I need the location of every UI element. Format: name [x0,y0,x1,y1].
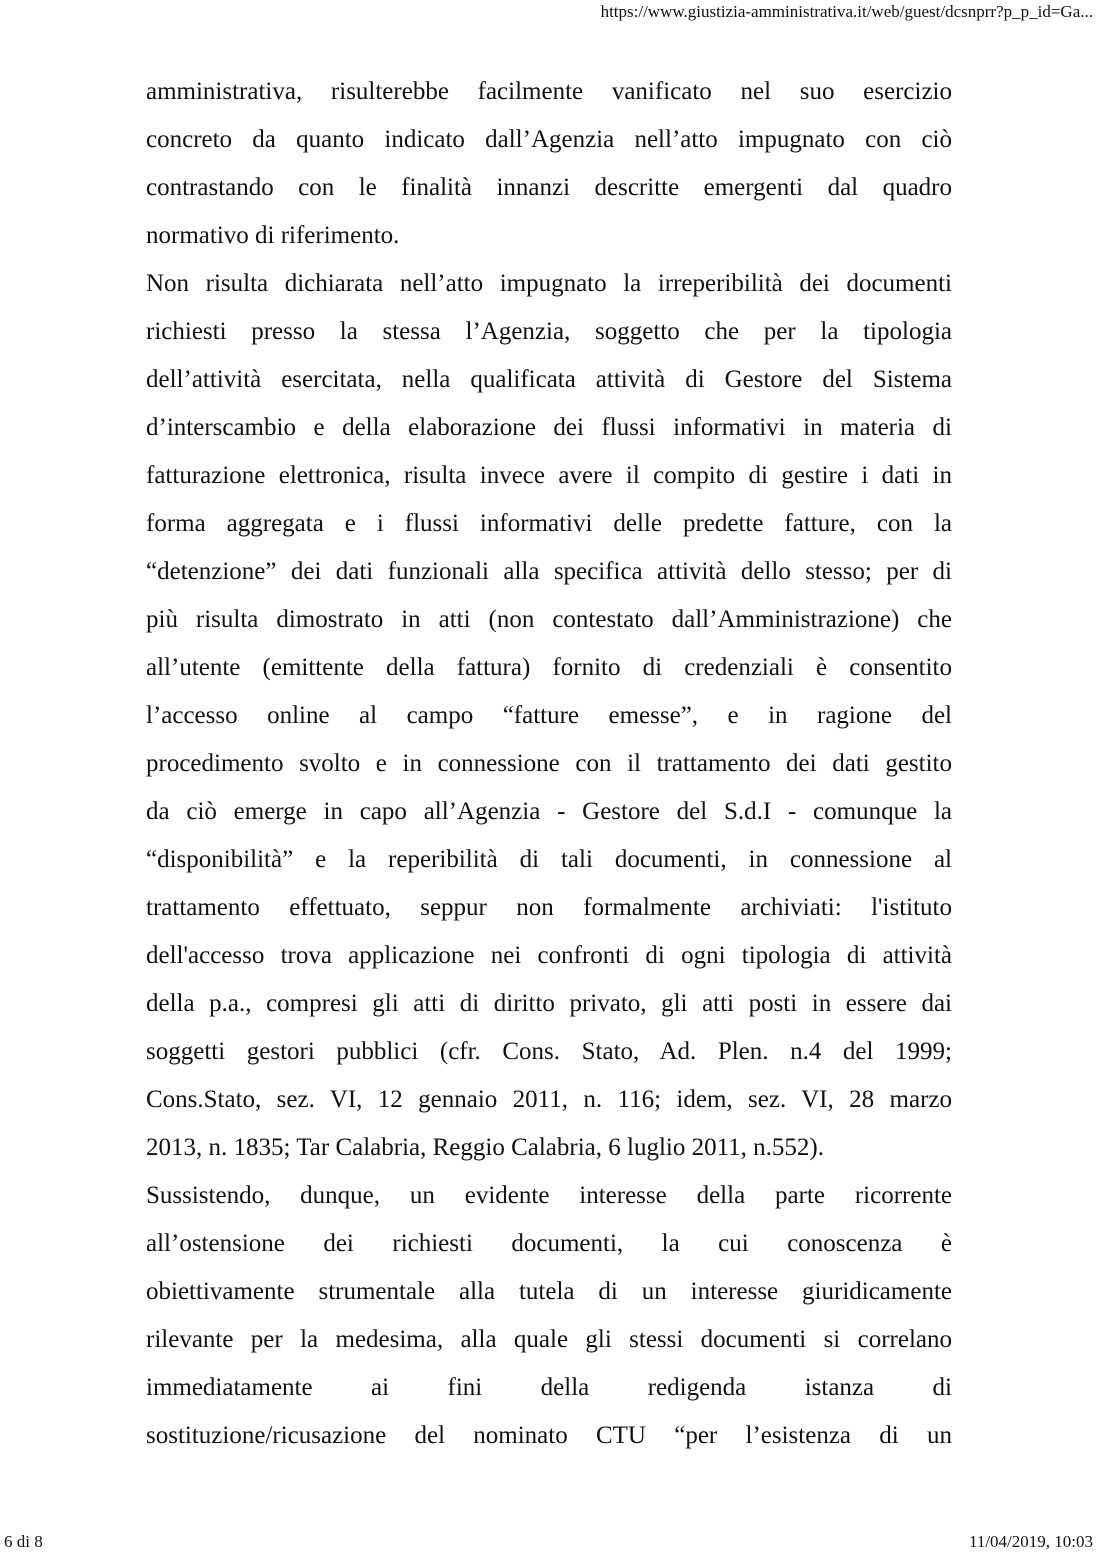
text-line: trattamento effettuato, seppur non formalmente archiviati: l'istituto [146,894,952,921]
text-line: “disponibilità” e la reperibilità di tali documenti, in connessione al [146,846,952,873]
text-line: amministrativa, risulterebbe facilmente vanificato nel suo esercizio [146,78,952,105]
text-line: dell’attività esercitata, nella qualificata attività di Gestore del Sistema [146,366,952,393]
page-url: https://www.giustizia-amministrativa.it/web/guest/dcsnprr?p_p_id=Ga... [600,2,1093,21]
text-line: sostituzione/ricusazione del nominato CTU “per l’esistenza di un [146,1422,952,1449]
text-line: all’ostensione dei richiesti documenti, la cui conoscenza è [146,1230,952,1257]
text-line: più risulta dimostrato in atti (non contestato dall’Amministrazione) che [146,606,952,633]
text-line: soggetti gestori pubblici (cfr. Cons. Stato, Ad. Plen. n.4 del 1999; [146,1038,952,1065]
text-line: Cons.Stato, sez. VI, 12 gennaio 2011, n. 116; idem, sez. VI, 28 marzo [146,1086,952,1113]
document-body [146,68,952,1460]
text-line: richiesti presso la stessa l’Agenzia, soggetto che per la tipologia [146,318,952,345]
page-number: 6 di 8 [4,1532,43,1551]
text-line: contrastando con le finalità innanzi descritte emergenti dal quadro [146,174,952,201]
text-line: procedimento svolto e in connessione con il trattamento dei dati gestito [146,750,952,777]
text-line: “detenzione” dei dati funzionali alla specifica attività dello stesso; per di [146,558,952,585]
text-line: forma aggregata e i flussi informativi delle predette fatture, con la [146,510,952,537]
text-line: all’utente (emittente della fattura) fornito di credenziali è consentito [146,654,952,681]
text-line: Non risulta dichiarata nell’atto impugnato la irreperibilità dei documenti [146,270,952,297]
text-line: normativo di riferimento. [146,222,400,249]
text-line: immediatamente ai fini della redigenda istanza di [146,1374,952,1401]
text-line: obiettivamente strumentale alla tutela di un interesse giuridicamente [146,1278,952,1305]
text-line: rilevante per la medesima, alla quale gli stessi documenti si correlano [146,1326,952,1353]
text-line: dell'accesso trova applicazione nei confronti di ogni tipologia di attività [146,942,952,969]
text-line: 2013, n. 1835; Tar Calabria, Reggio Calabria, 6 luglio 2011, n.552). [146,1134,825,1161]
text-line: Sussistendo, dunque, un evidente interesse della parte ricorrente [146,1182,952,1209]
text-line: l’accesso online al campo “fatture emesse”, e in ragione del [146,702,952,729]
text-line: fatturazione elettronica, risulta invece avere il compito di gestire i dati in [146,462,952,489]
print-datetime: 11/04/2019, 10:03 [968,1532,1093,1551]
text-line: concreto da quanto indicato dall’Agenzia nell’atto impugnato con ciò [146,126,952,153]
text-line: da ciò emerge in capo all’Agenzia - Gestore del S.d.I - comunque la [146,798,952,825]
text-line: d’interscambio e della elaborazione dei flussi informativi in materia di [146,414,952,441]
text-line: della p.a., compresi gli atti di diritto privato, gli atti posti in essere dai [146,990,952,1017]
